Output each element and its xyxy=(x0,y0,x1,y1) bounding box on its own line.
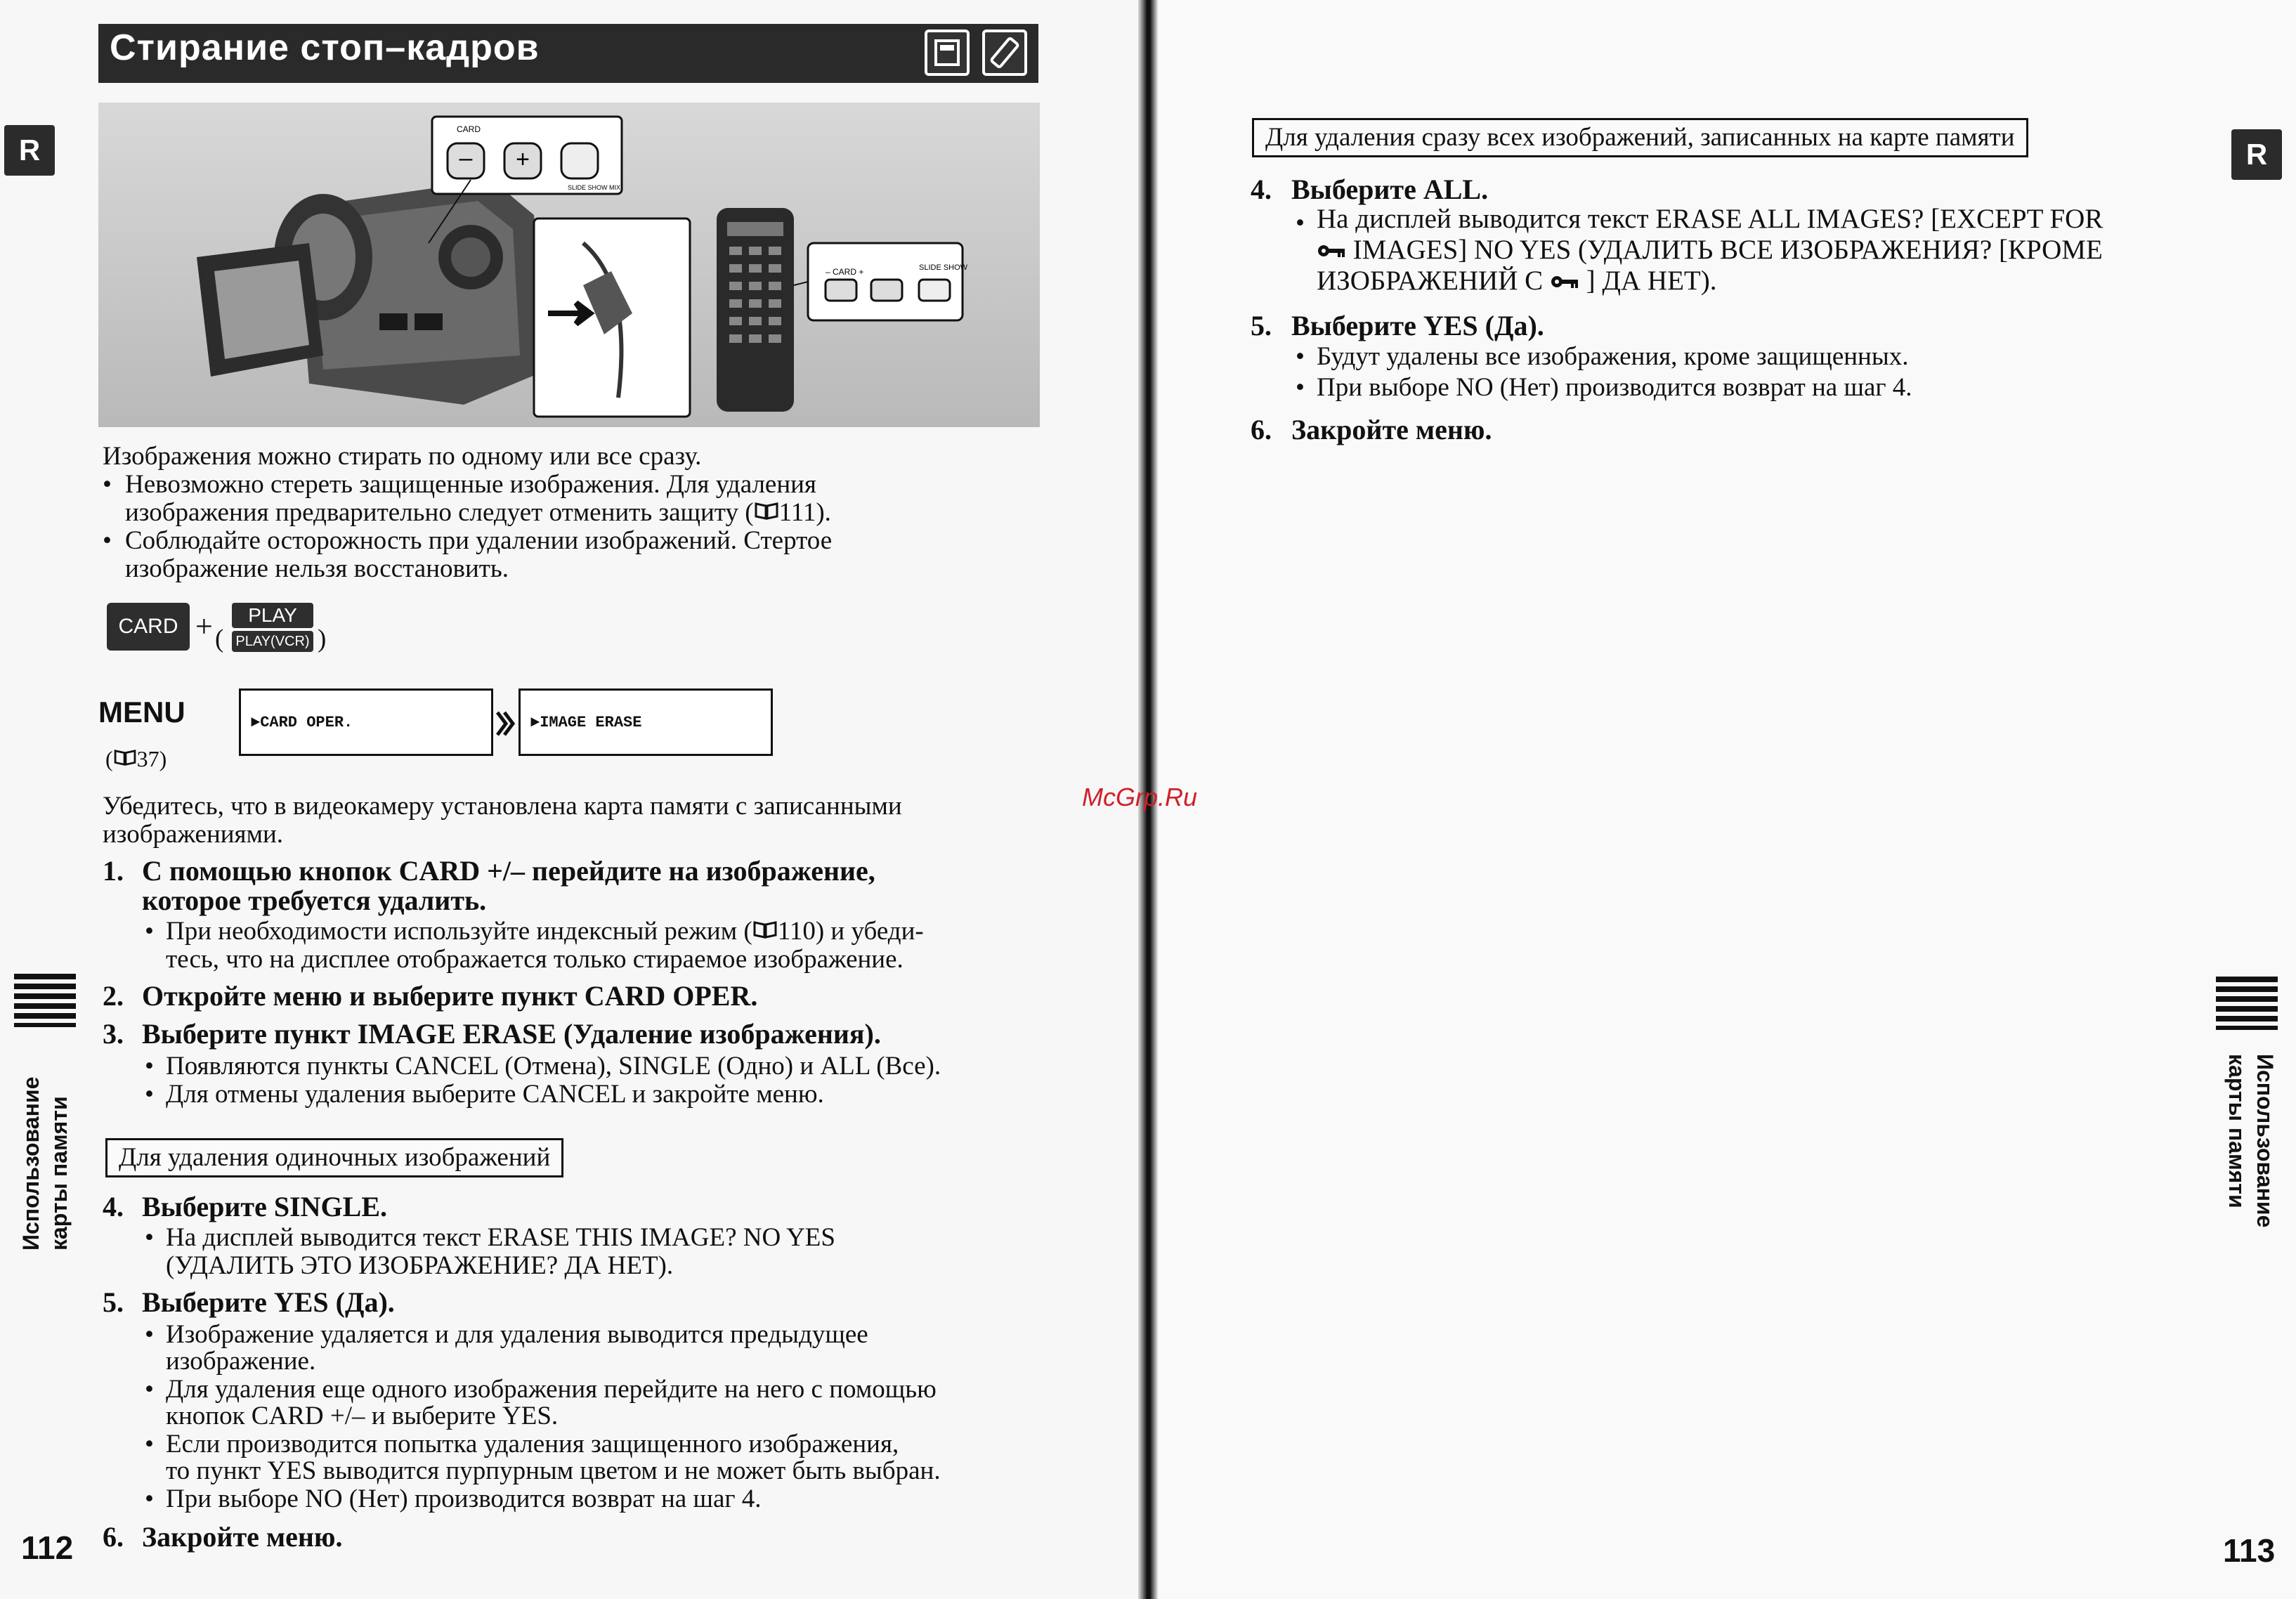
slide-show-mix-label: SLIDE SHOW MIX xyxy=(568,184,621,191)
card-button-icon: CARD xyxy=(107,603,190,651)
step-1-bullet-text: При необходимости используйте индексный режим ( xyxy=(166,917,752,946)
step-5-number: 5. xyxy=(103,1286,124,1318)
bullet-icon: • xyxy=(145,1375,154,1404)
intro-bullet-1-line2 xyxy=(125,499,831,527)
side-label-line1: Использование xyxy=(18,1076,44,1251)
step-3-bullet-2: Для отмены удаления выберите CANCEL и закройте меню. xyxy=(166,1080,824,1109)
step-4-bullet-line1: На дисплей выводится текст ERASE THIS IMAGE? NO YES xyxy=(166,1223,835,1252)
intro-bullet-1-text: изображения предварительно следует отменить защиту ( xyxy=(125,498,754,527)
r-step-5-bullet-2: При выборе NO (Нет) производится возврат на шаг 4. xyxy=(1317,373,1912,402)
menu-ref-open: ( xyxy=(105,746,113,771)
bullet-icon: • xyxy=(1296,373,1305,402)
side-label xyxy=(17,1077,73,1251)
menu-box-image-erase: ►IMAGE ERASE xyxy=(518,688,773,756)
step-4-bullet-line2: (УДАЛИТЬ ЭТО ИЗОБРАЖЕНИЕ? ДА НЕТ). xyxy=(166,1251,674,1280)
step-1-bullet-line1 xyxy=(166,918,924,946)
menu-arrow-icon xyxy=(496,710,517,741)
book-ref-icon xyxy=(752,917,778,946)
play-button-icon: PLAY xyxy=(232,603,313,628)
r-step-4-bullet-line3 xyxy=(1317,267,1716,295)
menu-ref xyxy=(105,745,167,773)
side-label xyxy=(2223,1054,2279,1227)
side-label-line2: карты памяти xyxy=(46,1096,72,1251)
step-1-line2: которое требуется удалить. xyxy=(142,885,487,916)
play-vcr-icon: PLAY(VCR) xyxy=(232,631,313,652)
page-number: 112 xyxy=(21,1529,74,1566)
r-step-6-text: Закройте меню. xyxy=(1291,414,1492,445)
step-5-bullet-3-line1: Если производится попытка удаления защищенного изображения, xyxy=(166,1430,899,1458)
check-text-line2: изображениями. xyxy=(103,820,284,849)
card-label: CARD xyxy=(457,124,481,134)
page-number: 113 xyxy=(2223,1532,2276,1569)
intro-bullet-1-ref: 111). xyxy=(778,498,831,527)
step-1-bullet-line2: тесь, что на дисплее отображается только стираемое изображение. xyxy=(166,945,904,974)
step-5-bullet-4: При выборе NO (Нет) производится возврат на шаг 4. xyxy=(166,1484,762,1513)
intro-text: Изображения можно стирать по одному или все сразу. xyxy=(103,442,702,471)
plus-button-label: + xyxy=(516,146,530,173)
bullet-icon: • xyxy=(145,917,154,946)
section-tab: R xyxy=(2231,129,2282,180)
intro-bullet-2-line2: изображение нельзя восстановить. xyxy=(125,554,509,583)
remote-icon xyxy=(982,30,1027,76)
r-step-5-text: Выберите YES (Да). xyxy=(1291,310,1544,341)
side-label-line2: карты памяти xyxy=(2224,1054,2250,1208)
step-2-text: Откройте меню и выберите пункт CARD OPER. xyxy=(142,980,758,1012)
menu-ref-page: 37) xyxy=(136,746,167,771)
step-1-number: 1. xyxy=(103,855,124,887)
intro-bullet-2-line1: Соблюдайте осторожность при удалении изображений. Стертое xyxy=(125,526,833,555)
step-4-text: Выберите SINGLE. xyxy=(142,1191,388,1222)
r-step-5-bullet-1: Будут удалены все изображения, кроме защищенных. xyxy=(1317,342,1909,371)
menu-box-card-oper: ►CARD OPER. xyxy=(239,688,493,756)
step-3-text: Выберите пункт IMAGE ERASE (Удаление изображения). xyxy=(142,1018,881,1050)
step-1-line1: С помощью кнопок CARD +/– перейдите на изображение, xyxy=(142,855,875,887)
check-text-line1: Убедитесь, что в видеокамеру установлена карта памяти с записанными xyxy=(103,792,902,821)
r-step-4-number: 4. xyxy=(1251,174,1272,205)
section-tab: R xyxy=(4,125,55,176)
bullet-icon: • xyxy=(145,1320,154,1349)
section-stripes xyxy=(2216,977,2278,1030)
step-5-bullet-3-line2: то пункт YES выводится пурпурным цветом и не может быть выбран. xyxy=(166,1456,941,1485)
plus-sign: + xyxy=(195,609,213,644)
r-step-4-bullet-line1: На дисплей выводится текст ERASE ALL IMAGES? [EXCEPT FOR xyxy=(1317,204,2103,234)
step-3-number: 3. xyxy=(103,1018,124,1050)
step-3-bullet-1: Появляются пункты CANCEL (Отмена), SINGLE (Одно) и ALL (Все). xyxy=(166,1052,941,1081)
single-erase-heading: Для удаления одиночных изображений xyxy=(105,1138,563,1177)
step-5-text: Выберите YES (Да). xyxy=(142,1286,395,1318)
key-protect-icon xyxy=(1550,266,1579,296)
watermark: McGrp.Ru xyxy=(1082,783,1198,811)
step-2-number: 2. xyxy=(103,980,124,1012)
remote-slide-show-label: SLIDE SHOW xyxy=(919,263,968,272)
step-1-bullet-ref: 110) и убеди- xyxy=(777,917,924,946)
bullet-icon: • xyxy=(103,526,112,555)
bullet-icon: • xyxy=(145,1223,154,1252)
bullet-icon: • xyxy=(1296,209,1305,237)
card-mode-icon xyxy=(925,30,970,76)
step-4-number: 4. xyxy=(103,1191,124,1222)
bullet-icon: • xyxy=(145,1052,154,1081)
remote-card-label: – CARD + xyxy=(826,267,864,277)
book-ref-icon xyxy=(113,746,137,771)
all-erase-heading: Для удаления сразу всех изображений, записанных на карте памяти xyxy=(1252,118,2028,157)
book-ref-icon xyxy=(754,498,779,527)
paren-close: ) xyxy=(318,625,327,653)
bullet-icon: • xyxy=(1296,342,1305,371)
step-6-number: 6. xyxy=(103,1521,124,1553)
bullet-icon: • xyxy=(145,1080,154,1109)
step-5-bullet-2-line2: кнопок CARD +/– и выберите YES. xyxy=(166,1402,559,1430)
step-5-bullet-1-line1: Изображение удаляется и для удаления выводится предыдущее xyxy=(166,1320,868,1349)
key-protect-icon xyxy=(1317,235,1346,265)
r-step-4-bullet-text3: ИЗОБРАЖЕНИЙ С xyxy=(1317,266,1544,296)
r-step-4-bullet-text4: ] ДА НЕТ). xyxy=(1586,266,1717,296)
intro-bullet-1-line1: Невозможно стереть защищенные изображения. Для удаления xyxy=(125,470,816,499)
r-step-4-text: Выберите ALL. xyxy=(1291,174,1489,205)
camcorder-illustration xyxy=(98,103,1040,427)
r-step-4-bullet-text2: IMAGES] NO YES (УДАЛИТЬ ВСЕ ИЗОБРАЖЕНИЯ? [КРОМЕ xyxy=(1352,235,2103,265)
section-stripes xyxy=(14,974,76,1027)
menu-label: MENU xyxy=(98,696,185,729)
bullet-icon: • xyxy=(145,1484,154,1513)
bullet-icon: • xyxy=(103,470,112,499)
step-5-bullet-1-line2: изображение. xyxy=(166,1347,316,1376)
r-step-5-number: 5. xyxy=(1251,310,1272,341)
bullet-icon: • xyxy=(145,1430,154,1458)
r-step-4-bullet-line2 xyxy=(1317,236,2103,264)
page-title: Стирание стоп–кадров xyxy=(110,27,540,68)
step-6-text: Закройте меню. xyxy=(142,1521,343,1553)
step-5-bullet-2-line1: Для удаления еще одного изображения перейдите на него с помощью xyxy=(166,1375,937,1404)
paren-open: ( xyxy=(215,625,224,653)
minus-button-label: – xyxy=(459,145,473,171)
side-label-line1: Использование xyxy=(2252,1054,2278,1228)
r-step-6-number: 6. xyxy=(1251,414,1272,445)
